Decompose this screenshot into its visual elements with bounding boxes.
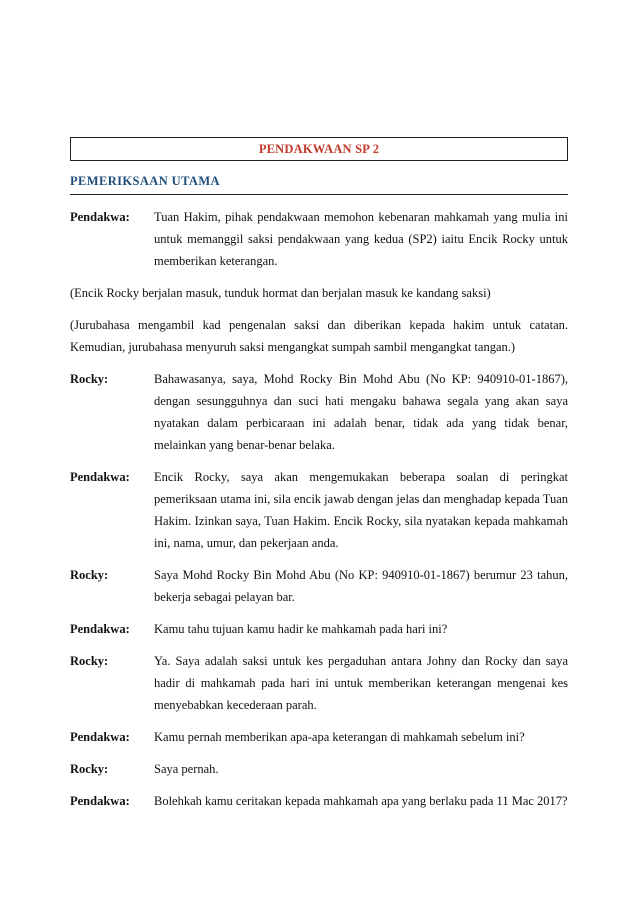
dialogue-line (70, 368, 568, 456)
speech-text: Bahawasanya, saya, Mohd Rocky Bin Mohd Abu (No KP: 940910-01-1867), dengan sesungguhnya dan suci hati mengaku bahawa segala yang akan saya nyatakan dalam perbicaraan ini adalah benar, tidak ada yang tidak benar, melainkan yang benar-benar belaka. (154, 372, 568, 452)
speech-text: Tuan Hakim, pihak pendakwaan memohon kebenaran mahkamah yang mulia ini untuk memanggil saksi pendakwaan yang kedua (SP2) iaitu Encik Rocky untuk memberikan keterangan. (154, 210, 568, 268)
document-page (70, 0, 570, 902)
dialogue-line (70, 206, 568, 272)
dialogue-line (70, 564, 568, 608)
speech-text: Kamu tahu tujuan kamu hadir ke mahkamah pada hari ini? (154, 622, 448, 636)
stage-note: (Encik Rocky berjalan masuk, tunduk hormat dan berjalan masuk ke kandang saksi) (70, 286, 491, 300)
document-title: PENDAKWAAN SP 2 (70, 137, 568, 161)
dialogue-line (70, 466, 568, 554)
speaker-label: Rocky: (70, 568, 109, 582)
speaker-label: Rocky: (70, 372, 109, 386)
speaker-label: Rocky: (70, 654, 109, 668)
dialogue-line (70, 650, 568, 716)
speaker-label: Pendakwa: (70, 794, 130, 808)
dialogue-transcript (70, 206, 568, 822)
speaker-label: Pendakwa: (70, 470, 130, 484)
section-heading: PEMERIKSAAN UTAMA (70, 174, 568, 195)
speech-text: Saya pernah. (154, 762, 219, 776)
speech-text: Saya Mohd Rocky Bin Mohd Abu (No KP: 940910-01-1867) berumur 23 tahun, bekerja sebagai pelayan bar. (154, 568, 568, 604)
speaker-label: Pendakwa: (70, 210, 130, 224)
speaker-label: Rocky: (70, 762, 109, 776)
dialogue-line (70, 618, 568, 640)
speaker-label: Pendakwa: (70, 730, 130, 744)
speech-text: Encik Rocky, saya akan mengemukakan beberapa soalan di peringkat pemeriksaan utama ini, sila encik jawab dengan jelas dan menghadap kepada Tuan Hakim. Izinkan saya, Tuan Hakim. Encik Rocky, sila nyatakan kepada mahkamah ini, nama, umur, dan pekerjaan anda. (154, 470, 568, 550)
speech-text: Kamu pernah memberikan apa-apa keterangan di mahkamah sebelum ini? (154, 730, 525, 744)
speaker-label: Pendakwa: (70, 622, 130, 636)
dialogue-line (70, 758, 568, 780)
speech-text: Bolehkah kamu ceritakan kepada mahkamah apa yang berlaku pada 11 Mac 2017? (154, 794, 568, 808)
dialogue-line (70, 726, 568, 748)
stage-note: (Jurubahasa mengambil kad pengenalan saksi dan diberikan kepada hakim untuk catatan. Kemudian, jurubahasa menyuruh saksi mengangkat sumpah sambil mengangkat tangan.) (70, 318, 568, 354)
speech-text: Ya. Saya adalah saksi untuk kes pergaduhan antara Johny dan Rocky dan saya hadir di mahkamah pada hari ini untuk memberikan keterangan mengenai kes menyebabkan kecederaan parah. (154, 654, 568, 712)
dialogue-line (70, 790, 568, 812)
